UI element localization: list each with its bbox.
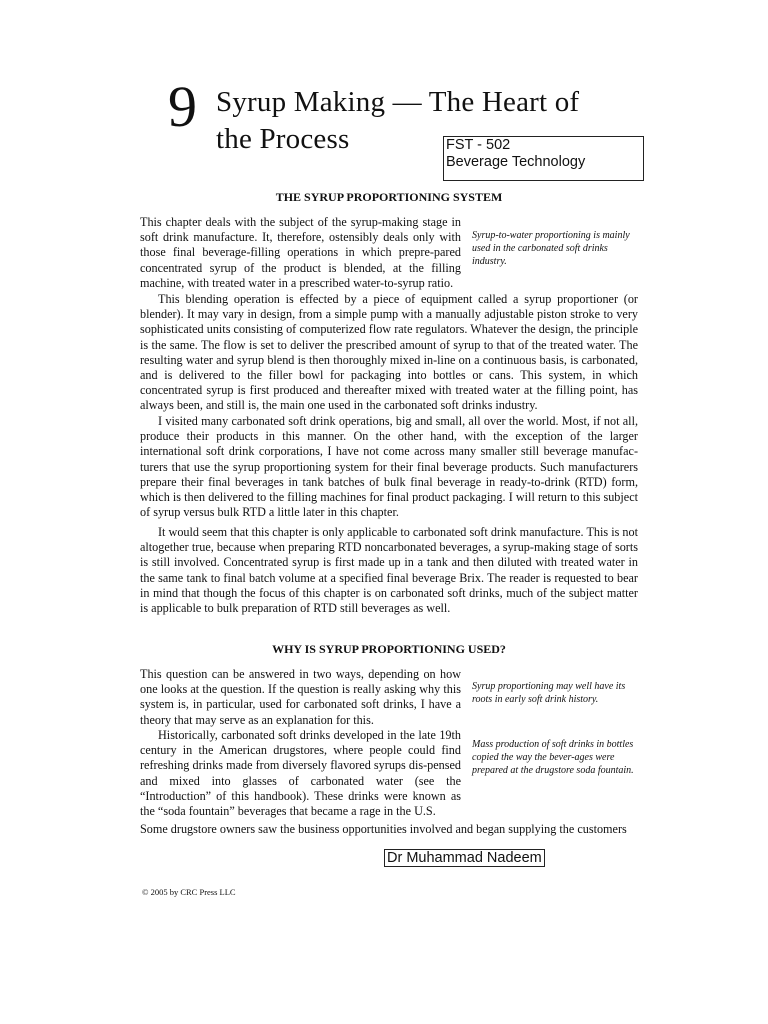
section1-paragraph-1: This chapter deals with the subject of the syrup-making stage in soft drink manufacture. It, therefore, ostensibly deals only with those final beverage-filling operations in which prepre-pared concentrated syrup of the product is blended, at the filling machine, with treated water in a prescribed water-to-syrup ratio.: [140, 215, 461, 290]
chapter-number: 9: [168, 74, 197, 139]
section-heading-2: WHY IS SYRUP PROPORTIONING USED?: [272, 642, 506, 656]
section1-paragraph-3: I visited many carbonated soft drink operations, big and small, all over the world. Most, if not all, produce their products in this manner. On the other hand, with the exception of the larger international soft drink corporations, I have not come across many smaller still beverage manufac-turers that use the syrup proportioning system for their final beverage products. Such manufacturers prepare their final beverages in tank batches of bulk final beverage in ready-to-drink (RTD) form, which is then delivered to the filling machines for final product packaging. I will return to this subject of syrup versus bulk RTD a little later in this chapter.: [140, 414, 638, 520]
course-info-box: [443, 136, 644, 181]
chapter-title-line-2: the Process: [216, 123, 350, 155]
sidenote-history: Syrup proportioning may well have its roots in early soft drink history.: [472, 681, 626, 705]
section1-paragraph-4: It would seem that this chapter is only applicable to carbonated soft drink manufacture. This is not altogether true, because when preparing RTD noncarbonated beverages, a syrup-making stage of sorts is still involved. Concentrated syrup is first made up in a tank and then diluted with treated water in the same tank to final batch volume at a specified final beverage Brix. The reader is requested to bear in mind that though the focus of this chapter is on carbonated soft drinks, much of the subject matter is applicable to bulk preparation of RTD still beverages as well.: [140, 525, 638, 616]
author-name-box: Dr Muhammad Nadeem: [384, 849, 545, 867]
section2-paragraph-3: Some drugstore owners saw the business opportunities involved and began supplying the customers: [140, 822, 627, 836]
chapter-title-line-1: Syrup Making — The Heart of: [216, 86, 580, 118]
course-name: Beverage Technology: [446, 153, 586, 170]
section1-paragraph-2: This blending operation is effected by a piece of equipment called a syrup proportioner (or blender). It may vary in design, from a simple pump with a manually adjustable piston stroke to very sophisticated units consisting of computerized flow rate regulators. Whatever the design, the principle is the same. The flow is set to deliver the prescribed amount of syrup to that of the treated water. The resulting water and syrup blend is then thoroughly mixed in-line on a continuous basis, is carbonated, and is delivered to the filler bowl for packaging into bottles or cans. This system, in which concentrated syrup is first produced and thereafter mixed with treated water at the filling point, has always been, and still is, the main one used in the carbonated soft drinks industry.: [140, 292, 638, 413]
section2-paragraph-1: This question can be answered in two ways, depending on how one looks at the question. If the question is really asking why this system is, in particular, used for carbonated soft drinks, I have a theory that may serve as an explanation for this.: [140, 667, 461, 727]
section-heading: THE SYRUP PROPORTIONING SYSTEM: [275, 190, 503, 204]
course-code: FST - 502: [446, 137, 511, 153]
sidenote-mass-production: Mass production of soft drinks in bottles copied the way the bever-ages were prepared at the drugstore soda fountain.: [472, 739, 634, 776]
sidenote-proportioning: Syrup-to-water proportioning is mainly used in the carbonated soft drinks industry.: [472, 230, 630, 267]
copyright-footer: © 2005 by CRC Press LLC: [142, 887, 236, 897]
section2-paragraph-2: Historically, carbonated soft drinks developed in the late 19th century in the American drugstores, where people could find refreshing drinks made from diversely flavored syrups dis-pensed and mixed into glasses of carbonated water (see the “Introduction” of this handbook). These drinks were known as the “soda fountain” beverages that became a rage in the U.S.: [140, 728, 461, 819]
